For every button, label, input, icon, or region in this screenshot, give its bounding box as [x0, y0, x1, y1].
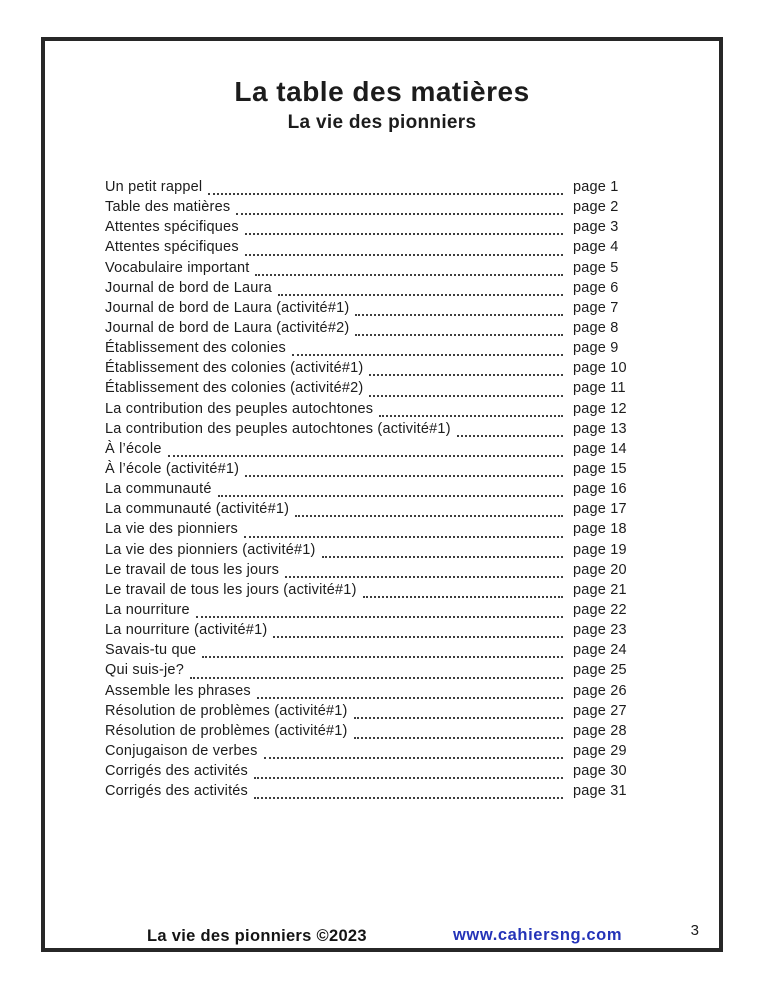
toc-entry-title: Assemble les phrases: [105, 682, 251, 699]
toc-entry-page: page 27: [573, 702, 627, 719]
toc-entry-page: page 30: [573, 763, 627, 780]
toc-entry: [105, 280, 631, 300]
dot-leader: [236, 213, 563, 215]
toc-entry-page: page 2: [573, 199, 619, 216]
toc-entry-page: page 28: [573, 722, 627, 739]
dot-leader: [257, 697, 563, 699]
toc-entry-title: Le travail de tous les jours: [105, 561, 280, 578]
dot-leader: [245, 475, 563, 477]
toc-entry-page: page 23: [573, 622, 627, 639]
toc-entry-title: Établissement des colonies (activité#2): [105, 380, 364, 397]
dot-leader: [218, 495, 563, 497]
toc-entry-page: page 5: [573, 259, 619, 276]
toc-entry-page: page 31: [573, 783, 627, 800]
toc-entry: [105, 602, 631, 622]
dot-leader: [254, 797, 563, 799]
toc-entry-title: Établissement des colonies: [105, 340, 286, 357]
dot-leader: [168, 455, 563, 457]
toc-entry-title: Table des matières: [105, 199, 231, 216]
dot-leader: [273, 636, 563, 638]
dot-leader: [322, 556, 563, 558]
toc-entry-title: Corrigés des activités: [105, 783, 249, 800]
toc-entry-title: La communauté: [105, 481, 212, 498]
toc-entry: [105, 481, 631, 501]
page-border: [41, 37, 723, 952]
dot-leader: [278, 294, 563, 296]
toc-entry-title: À l’école: [105, 440, 162, 457]
toc-entry-title: Résolution de problèmes (activité#1): [105, 702, 348, 719]
toc-entry-title: La nourriture: [105, 601, 190, 618]
toc-entry: [105, 723, 631, 743]
dot-leader: [208, 193, 563, 195]
toc-entry: [105, 662, 631, 682]
toc-entry-page: page 17: [573, 501, 627, 518]
toc-entry: [105, 320, 631, 340]
toc-entry-page: page 25: [573, 662, 627, 679]
toc-entry-title: À l’école (activité#1): [105, 460, 240, 477]
toc-entry-title: Résolution de problèmes (activité#1): [105, 722, 348, 739]
toc-entry-title: Journal de bord de Laura: [105, 279, 272, 296]
toc-entry-page: page 19: [573, 541, 627, 558]
toc-entry: [105, 622, 631, 642]
toc-entry-title: La communauté (activité#1): [105, 501, 290, 518]
dot-leader: [354, 717, 563, 719]
dot-leader: [190, 677, 563, 679]
dot-leader: [354, 737, 563, 739]
toc-entry: [105, 401, 631, 421]
toc-entry-page: page 13: [573, 420, 627, 437]
dot-leader: [196, 616, 563, 618]
toc-entry-title: Journal de bord de Laura (activité#1): [105, 299, 350, 316]
toc-entry-page: page 15: [573, 460, 627, 477]
page-number: 3: [690, 922, 699, 939]
toc-entry: [105, 582, 631, 602]
dot-leader: [285, 576, 563, 578]
toc-entry-title: Le travail de tous les jours (activité#1): [105, 581, 357, 598]
dot-leader: [292, 354, 563, 356]
page-subtitle: La vie des pionniers: [287, 112, 477, 133]
toc-entry-title: Vocabulaire important: [105, 259, 250, 276]
toc-entry-page: page 8: [573, 319, 619, 336]
toc-entry-page: page 24: [573, 642, 627, 659]
toc-entry: [105, 219, 631, 239]
toc-entry-page: page 12: [573, 400, 627, 417]
toc-entry-page: page 11: [573, 380, 626, 397]
toc-entry-title: Attentes spécifiques: [105, 219, 239, 236]
toc-entry: [105, 461, 631, 481]
toc-entry-title: La nourriture (activité#1): [105, 622, 268, 639]
footer-website-link[interactable]: www.cahiersng.com: [453, 926, 623, 944]
page-title: La table des matières: [234, 76, 530, 107]
toc-entry: [105, 199, 631, 219]
toc-entry: [105, 763, 631, 783]
dot-leader: [363, 596, 563, 598]
toc-entry-page: page 9: [573, 340, 619, 357]
toc-entry: [105, 300, 631, 320]
toc-entry: [105, 380, 631, 400]
toc-entry-page: page 29: [573, 742, 627, 759]
toc-entry-page: page 1: [573, 179, 619, 195]
toc-entry: [105, 239, 631, 259]
toc-list: [105, 179, 631, 803]
toc-entry: [105, 260, 631, 280]
toc-entry-title: La contribution des peuples autochtones (activité#1): [105, 420, 451, 437]
toc-entry-title: Journal de bord de Laura (activité#2): [105, 319, 350, 336]
dot-leader: [244, 536, 563, 538]
footer-copyright: La vie des pionniers ©2023: [147, 927, 367, 945]
toc-entry-page: page 3: [573, 219, 619, 236]
dot-leader: [369, 374, 563, 376]
dot-leader: [355, 334, 563, 336]
dot-leader: [264, 757, 563, 759]
toc-entry: [105, 179, 631, 199]
toc-entry: [105, 340, 631, 360]
toc-entry-title: Qui suis-je?: [105, 662, 184, 679]
toc-entry-title: Conjugaison de verbes: [105, 742, 258, 759]
toc-entry-page: page 21: [573, 581, 627, 598]
toc-entry-page: page 18: [573, 521, 627, 538]
dot-leader: [355, 314, 563, 316]
toc-entry: [105, 683, 631, 703]
toc-entry: [105, 521, 631, 541]
toc-entry-page: page 6: [573, 279, 619, 296]
dot-leader: [245, 233, 563, 235]
toc-entry-page: page 16: [573, 481, 627, 498]
toc-entry-title: Savais-tu que: [105, 642, 197, 659]
toc-entry-page: page 4: [573, 239, 619, 256]
toc-entry-page: page 20: [573, 561, 627, 578]
toc-entry: [105, 783, 631, 803]
toc-entry-title: Un petit rappel: [105, 179, 203, 195]
dot-leader: [254, 777, 563, 779]
dot-leader: [379, 415, 563, 417]
toc-entry-page: page 22: [573, 601, 627, 618]
dot-leader: [369, 395, 563, 397]
toc-entry-page: page 7: [573, 299, 619, 316]
dot-leader: [457, 435, 563, 437]
toc-entry-title: Corrigés des activités: [105, 763, 249, 780]
toc-entry-title: Établissement des colonies (activité#1): [105, 360, 364, 377]
toc-entry-title: La vie des pionniers (activité#1): [105, 541, 316, 558]
toc-entry: [105, 743, 631, 763]
dot-leader: [245, 254, 563, 256]
dot-leader: [255, 274, 563, 276]
dot-leader: [295, 515, 563, 517]
toc-entry-title: La contribution des peuples autochtones: [105, 400, 374, 417]
toc-entry-page: page 26: [573, 682, 627, 699]
toc-entry: [105, 703, 631, 723]
toc-entry: [105, 542, 631, 562]
toc-entry: [105, 441, 631, 461]
toc-entry-title: La vie des pionniers: [105, 521, 238, 538]
toc-entry-page: page 10: [573, 360, 627, 377]
toc-entry: [105, 360, 631, 380]
toc-entry: [105, 562, 631, 582]
toc-entry: [105, 642, 631, 662]
dot-leader: [202, 656, 563, 658]
toc-entry: [105, 421, 631, 441]
toc-entry-title: Attentes spécifiques: [105, 239, 239, 256]
toc-entry-page: page 14: [573, 440, 627, 457]
toc-entry: [105, 501, 631, 521]
